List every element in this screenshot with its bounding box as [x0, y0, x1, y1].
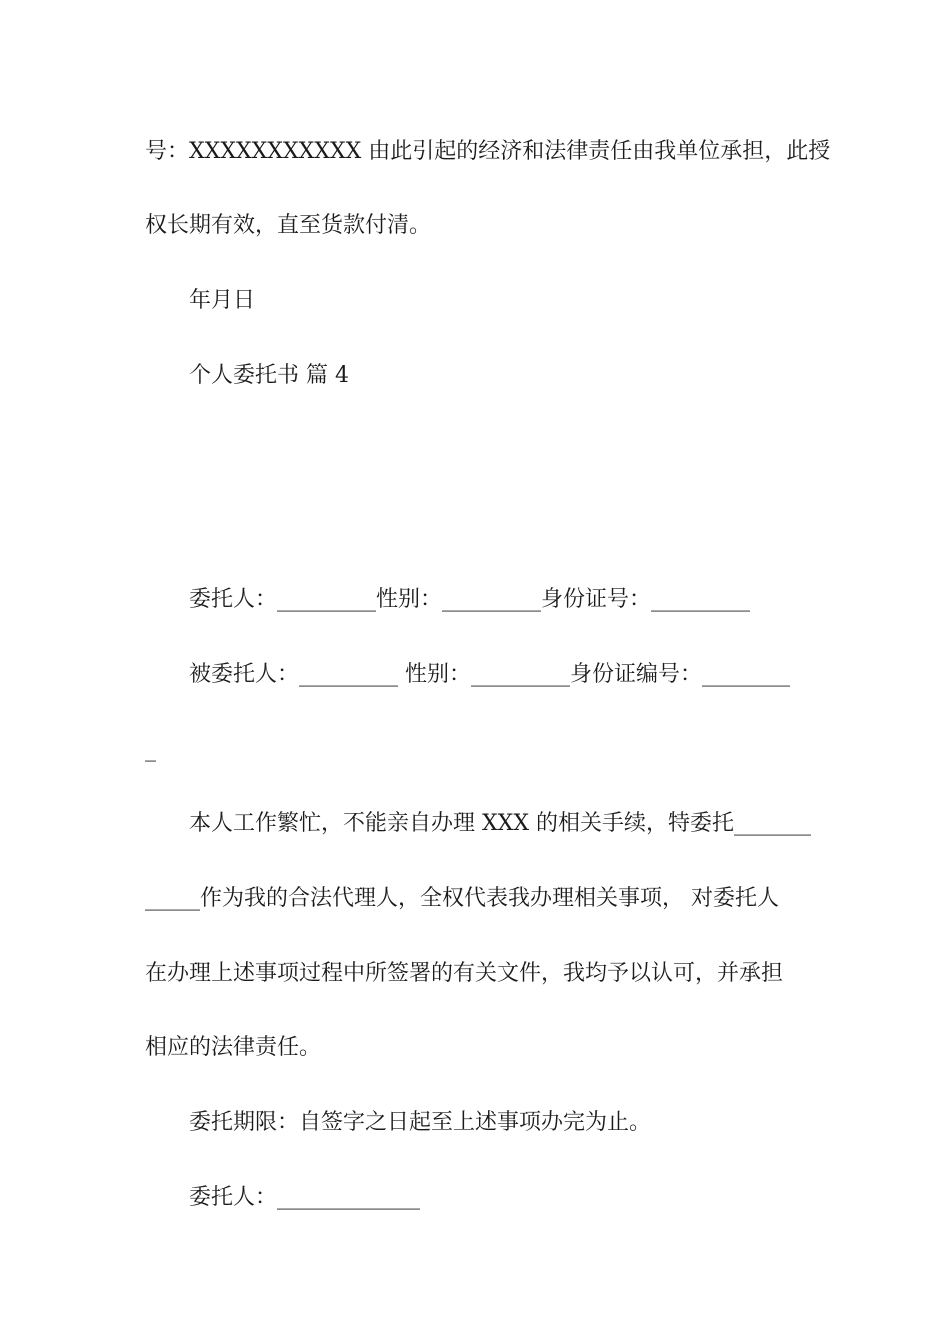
paragraph-line: 在办理上述事项过程中所签署的有关文件，我均予以认可，并承担 — [145, 961, 784, 986]
paragraph-line: 号：XXXXXXXXXXX 由此引起的经济和法律责任由我单位承担，此授 — [145, 139, 831, 164]
principal-signature-line: 委托人：_____________ — [189, 1185, 421, 1210]
principal-info-line: 委托人：_________性别：_________身份证号：_________ — [189, 587, 751, 612]
paragraph-line: 本人工作繁忙，不能亲自办理 XXX 的相关手续，特委托_______ — [189, 811, 811, 836]
paragraph-line: 权长期有效，直至货款付清。 — [145, 213, 432, 238]
paragraph-line: 相应的法律责任。 — [145, 1035, 322, 1060]
section-heading: 个人委托书 篇 4 — [189, 363, 349, 388]
entrustment-period-line: 委托期限：自签字之日起至上述事项办完为止。 — [189, 1110, 652, 1135]
agent-info-line-continued: _ — [145, 737, 156, 762]
date-line: 年月日 — [189, 288, 256, 313]
paragraph-line: _____作为我的合法代理人，全权代表我办理相关事项， 对委托人 — [145, 886, 779, 911]
agent-info-line: 被委托人：_________ 性别：_________身份证编号：________ — [189, 662, 790, 687]
